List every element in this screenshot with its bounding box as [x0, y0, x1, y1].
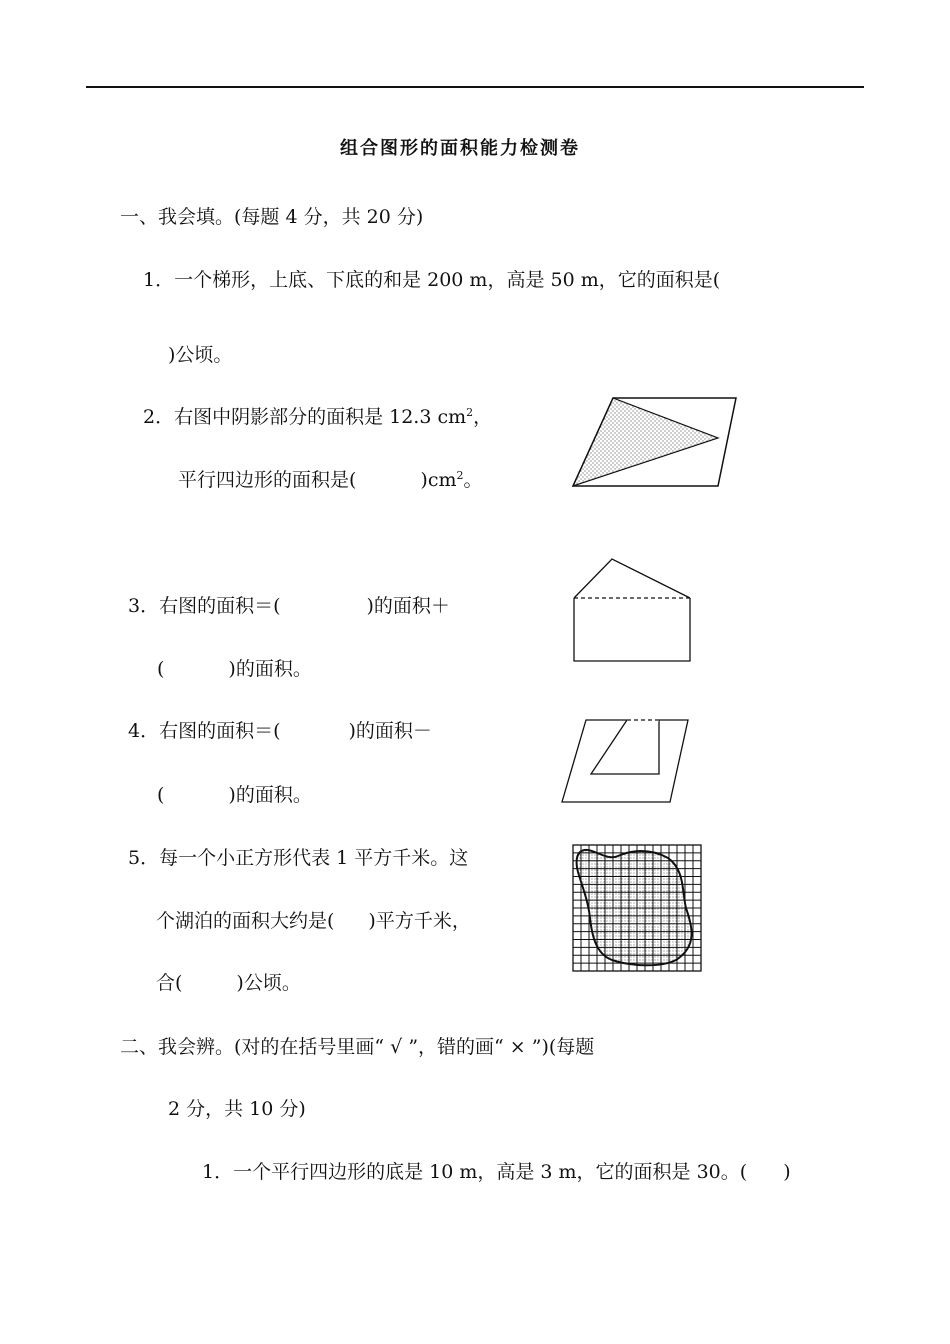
section1-heading: 一、我会填。(每题 4 分，共 20 分): [120, 206, 424, 228]
q2-line2: 平行四边形的面积是( )$cm^2$。: [178, 469, 483, 491]
q2-line1: 2．右图中阴影部分的面积是 12.3 $cm^2$，: [143, 406, 493, 428]
figure-parallelogram-cutout: [555, 712, 700, 807]
s2-q1: 1．一个平行四边形的底是 10 m，高是 3 m，它的面积是 30。( ): [202, 1161, 791, 1183]
figure-parallelogram-shaded: [560, 390, 750, 500]
q4-line1: 4．右图的面积＝( )的面积－: [128, 720, 432, 742]
q5-line1: 5．每一个小正方形代表 1 平方千米。这: [128, 847, 469, 869]
figure-lake-grid: [570, 842, 705, 974]
section2-heading-line2: 2 分，共 10 分): [168, 1098, 306, 1120]
q1-line2: )公顷。: [168, 344, 233, 366]
q5-line3: 合( )公顷。: [156, 972, 301, 994]
page-title: 组合图形的面积能力检测卷: [340, 138, 580, 159]
q5-line2: 个湖泊的面积大约是( )平方千米，: [156, 910, 471, 932]
header-rule: [86, 86, 864, 88]
q1-line1: 1．一个梯形，上底、下底的和是 200 m，高是 50 m，它的面积是(: [143, 269, 721, 291]
q3-line1: 3．右图的面积＝( )的面积＋: [128, 595, 450, 617]
q3-line2: ( )的面积。: [157, 658, 312, 680]
figure-house-shape: [565, 555, 700, 665]
section2-heading-line1: 二、我会辨。(对的在括号里画“ √ ”，错的画“ × ”)(每题: [120, 1036, 595, 1058]
q4-line2: ( )的面积。: [157, 784, 312, 806]
